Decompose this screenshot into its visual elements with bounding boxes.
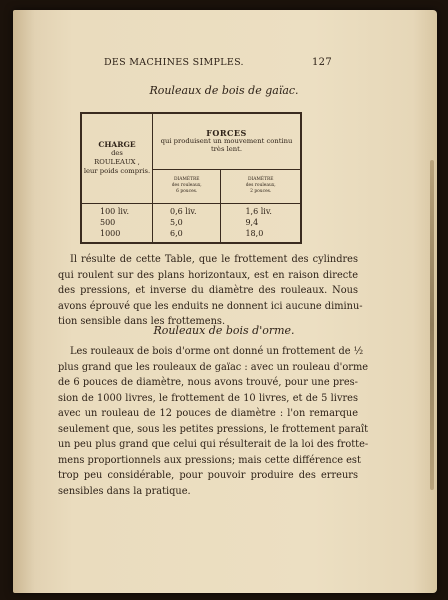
charge-header-line: ROULEAUX ,: [94, 158, 140, 167]
subheader-line: des rouleaux,: [245, 183, 276, 188]
subheader-line: 2 pouces.: [250, 189, 272, 194]
text-line: mens proportionnels aux pressions; mais cette différence est: [58, 454, 361, 466]
table-cell: 18,0: [245, 229, 264, 238]
charge-header-cell: [81, 113, 153, 203]
forces-header-line: qui produisent un mouvement continu: [160, 137, 293, 146]
text-line: Il résulte de cette Table, que le frottement des cylindres: [70, 254, 358, 265]
subheader-diameter-6: [153, 169, 221, 203]
text-line: plus grand que les rouleaux de gaïac : avec un rouleau d'orme: [58, 361, 369, 373]
paragraph-orme: [58, 344, 369, 499]
table-cell: 500: [100, 218, 116, 227]
text-line: sion de 1000 livres, le frottement de 10 livres, et de 5 livres: [58, 392, 358, 404]
subheader-line: des rouleaux,: [171, 183, 202, 188]
subheader-line: DIAMÈTRE: [247, 177, 274, 182]
table-cell: 100 liv.: [100, 207, 130, 216]
subheader-line: 6 pouces.: [176, 189, 198, 194]
section-title-gaiac: Rouleaux de bois de gaïac.: [149, 84, 299, 97]
forces-header-line: très lent.: [210, 145, 243, 154]
paragraph-table-conclusion: [58, 252, 363, 330]
text-line: des pressions, et inverse du diamètre des rouleaux. Nous: [58, 285, 358, 296]
table-cell: 5,0: [170, 218, 183, 227]
table-cell: 1,6 liv.: [245, 207, 272, 216]
text-line: de 6 pouces de diamètre, nous avons trouvé, pour une pres-: [58, 377, 358, 388]
forces-header-cell: [153, 113, 302, 169]
diameter-2-values-cell: [221, 203, 301, 243]
text-line: seulement que, sous les petites pressions, le frottement paraît: [58, 423, 369, 435]
charge-header-line: leur poids compris.: [83, 167, 151, 176]
charge-header-line: des: [111, 149, 123, 158]
running-title: DES MACHINES SIMPLES.: [104, 57, 244, 68]
table-cell: 9,4: [245, 218, 259, 227]
diameter-6-values-cell: [153, 203, 221, 243]
text-line: avons éprouvé que les enduits ne donnent ici aucune diminu-: [58, 300, 363, 312]
text-line: Les rouleaux de bois d'orme ont donné un frottement de ½: [70, 346, 364, 357]
charge-header-line: CHARGE: [98, 140, 136, 150]
table-cell: 6,0: [170, 229, 183, 238]
running-header: [104, 57, 332, 68]
text-line: un peu plus grand que celui qui résulterait de la loi des frotte-: [58, 439, 369, 450]
forces-header-line: FORCES: [206, 128, 247, 139]
subheader-line: DIAMÈTRE: [173, 177, 200, 182]
table-cell: 0,6 liv.: [170, 207, 197, 216]
friction-table: [80, 112, 302, 244]
text-line: avec un rouleau de 12 pouces de diamètre : l'on remarque: [58, 408, 358, 419]
text-line: tion sensible dans les frottemens.: [58, 316, 226, 327]
text-line: sensibles dans la pratique.: [58, 485, 191, 497]
charge-values-cell: [81, 203, 153, 243]
page-number: 127: [312, 57, 332, 68]
text-line: qui roulent sur des plans horizontaux, est en raison directe: [58, 269, 358, 281]
subheader-diameter-2: [221, 169, 301, 203]
text-line: trop peu considérable, pour pouvoir produire des erreurs: [58, 470, 358, 481]
section-title-orme: Rouleaux de bois d'orme.: [153, 324, 295, 337]
table-cell: 1000: [100, 229, 121, 238]
